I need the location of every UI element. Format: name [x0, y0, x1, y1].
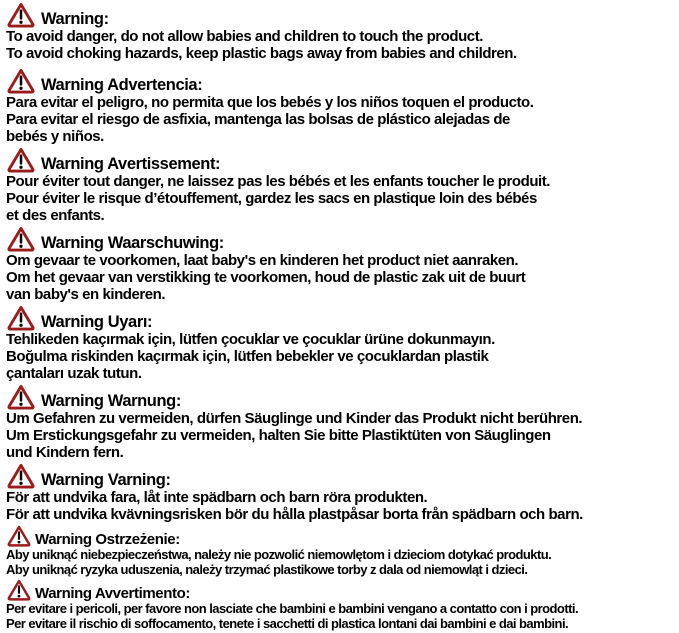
warning-text-line: Per evitare i pericoli, per favore non lasciate che bambini e bambini vengano a contatto con i prodotti.: [6, 601, 578, 616]
warning-triangle-icon: [6, 384, 36, 410]
warning-text-line: van baby's en kinderen.: [6, 286, 166, 303]
warning-text-line: çantaları uzak tutun.: [6, 365, 142, 382]
section-heading: Warning Advertencia:: [41, 76, 203, 94]
section-heading: Warning Avertissement:: [41, 155, 221, 173]
warning-text-line: För att undvika kvävningsrisken bör du hålla plastpåsar borta från spädbarn och barn.: [6, 506, 583, 523]
warning-text-line: et des enfants.: [6, 207, 105, 224]
section-heading: Warning Varning:: [41, 471, 171, 489]
section-heading: Warning:: [41, 10, 109, 28]
warning-triangle-icon: [6, 68, 36, 94]
warning-text-line: Pour éviter tout danger, ne laissez pas les bébés et les enfants toucher le produit.: [6, 173, 551, 190]
warning-text-line: Aby uniknąć ryzyka uduszenia, należy trzymać plastikowe torby z dala od niemowląt i dzieci.: [6, 562, 528, 577]
warning-text-line: Um Gefahren zu vermeiden, dürfen Säuglinge und Kinder das Produkt nicht berühren.: [6, 410, 583, 427]
warning-triangle-icon: [6, 463, 36, 489]
section-header: [6, 226, 679, 252]
section-header: [6, 463, 679, 489]
section-header: [6, 384, 679, 410]
section-header: [6, 68, 679, 94]
warning-text-line: För att undvika fara, låt inte spädbarn och barn röra produkten.: [6, 489, 428, 506]
section-header: [6, 2, 679, 28]
warning-text-line: Om het gevaar van verstikking te voorkomen, houd de plastic zak uit de buurt: [6, 269, 526, 286]
warning-text-line: To avoid danger, do not allow babies and children to touch the product.: [6, 28, 483, 45]
warning-text-line: Pour éviter le risque d’étouffement, gardez les sacs en plastique loin des bébés: [6, 190, 537, 207]
warning-triangle-icon: [6, 147, 36, 173]
section-header: [6, 525, 679, 547]
warning-text-line: bebés y niños.: [6, 128, 104, 145]
section-header: [6, 147, 679, 173]
warning-text-line: und Kindern fern.: [6, 444, 124, 461]
warning-section-dutch: [6, 226, 679, 303]
warning-section-italian: [6, 579, 679, 631]
warning-text-line: Tehlikeden kaçırmak için, lütfen çocuklar ve çocuklar ürüne dokunmayın.: [6, 331, 495, 348]
section-heading: Warning Uyarı:: [41, 313, 153, 331]
section-heading: Warning Warnung:: [41, 392, 181, 410]
section-header: [6, 305, 679, 331]
warning-section-turkish: [6, 305, 679, 382]
section-heading: Warning Waarschuwing:: [41, 234, 224, 252]
warning-section-german: [6, 384, 679, 461]
warning-section-polish: [6, 525, 679, 577]
warning-section-french: [6, 147, 679, 224]
warning-section-swedish: [6, 463, 679, 523]
warning-text-line: Aby uniknąć niebezpieczeństwa, należy nie pozwolić niemowlętom i dzieciom dotykać produktu.: [6, 547, 552, 562]
warning-text-line: Per evitare il rischio di soffocamento, tenete i sacchetti di plastica lontani dai bambini e dai bambini.: [6, 616, 569, 631]
warning-triangle-icon: [6, 305, 36, 331]
warning-text-line: To avoid choking hazards, keep plastic bags away from babies and children.: [6, 45, 517, 62]
warning-text-line: Um Erstickungsgefahr zu vermeiden, halten Sie bitte Plastiktüten von Säuglingen: [6, 427, 551, 444]
section-heading: Warning Ostrzeżenie:: [35, 531, 180, 548]
warning-text-line: Para evitar el peligro, no permita que los bebés y los niños toquen el producto.: [6, 94, 534, 111]
section-heading: Warning Avvertimento:: [35, 585, 190, 602]
warning-text-line: Boğulma riskinden kaçırmak için, lütfen bebekler ve çocuklardan plastik: [6, 348, 489, 365]
warning-section-spanish: [6, 68, 679, 145]
warning-text-line: Para evitar el riesgo de asfixia, mantenga las bolsas de plástico alejadas de: [6, 111, 510, 128]
warning-section-english: [6, 2, 679, 62]
warning-triangle-icon: [6, 226, 36, 252]
warning-triangle-icon: [6, 525, 32, 547]
warning-triangle-icon: [6, 579, 32, 601]
section-header: [6, 579, 679, 601]
warning-text-line: Om gevaar te voorkomen, laat baby's en kinderen het product niet aanraken.: [6, 252, 519, 269]
warning-triangle-icon: [6, 2, 36, 28]
